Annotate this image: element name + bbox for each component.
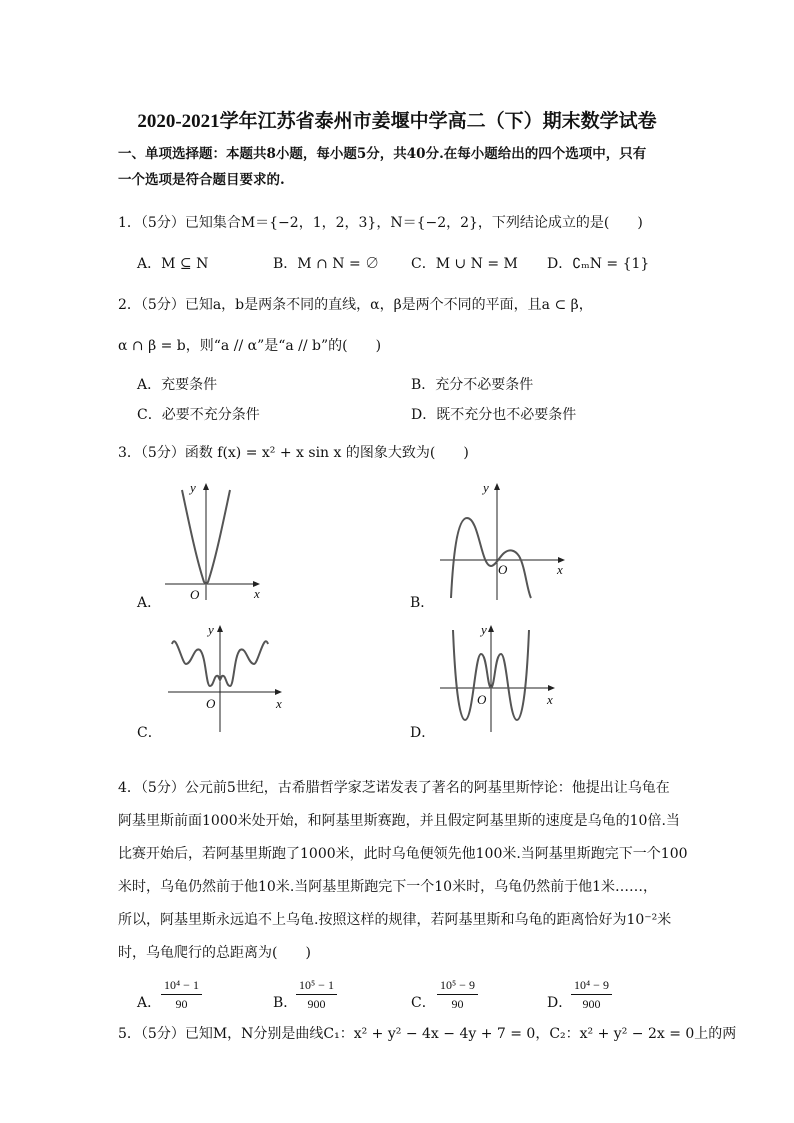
- question-3-graph-b[interactable]: [435, 478, 575, 603]
- question-3-stem: 3．（5分）函数 f(x) = x² + x sin x 的图象大致为( ): [118, 445, 469, 461]
- question-3-option-c-label[interactable]: C．: [137, 725, 162, 741]
- question-4-option-a-fraction[interactable]: [161, 978, 202, 1012]
- question-4-line4: 米时，乌龟仍然前于他10米.当阿基里斯跑完下一个10米时，乌龟仍然前于他1米……，: [118, 879, 657, 895]
- question-2-stem-line1: 2．（5分）已知a，b是两条不同的直线，α，β是两个不同的平面，且a ⊂ β，: [118, 297, 593, 313]
- question-4-option-d-fraction[interactable]: [571, 978, 612, 1012]
- graph-b-origin-label: O: [498, 562, 508, 577]
- question-2-option-d[interactable]: D．既不充分也不必要条件: [411, 407, 577, 423]
- graph-b-y-arrow: [494, 483, 500, 490]
- question-3-graph-d[interactable]: [435, 620, 565, 735]
- graph-b-x-label: x: [557, 562, 563, 577]
- question-2-option-a[interactable]: A．充要条件: [137, 377, 218, 393]
- question-1-option-d[interactable]: D．∁ₘN = {1}: [547, 256, 650, 272]
- question-4-option-d-label[interactable]: D．: [547, 995, 573, 1011]
- graph-d-y-label: y: [481, 622, 487, 637]
- question-2-stem-line2: α ∩ β = b，则“a // α”是“a // b”的( ): [118, 338, 382, 354]
- fraction-denominator: 900: [307, 997, 326, 1011]
- graph-a-x-label: x: [254, 586, 260, 601]
- question-3-option-a-label[interactable]: A．: [137, 595, 162, 611]
- section-heading: [118, 141, 698, 193]
- graph-d-x-label: x: [547, 692, 553, 707]
- graph-d-origin-label: O: [477, 692, 487, 707]
- graph-a-y-arrow: [203, 483, 209, 490]
- question-4-option-c-fraction[interactable]: [437, 978, 478, 1012]
- question-4-option-b-label[interactable]: B．: [273, 995, 298, 1011]
- question-4-line6: 时，乌龟爬行的总距离为( ): [118, 945, 311, 961]
- question-1-option-b[interactable]: B．M ∩ N = ∅: [273, 256, 380, 272]
- question-1-option-a[interactable]: A．M ⊆ N: [137, 256, 209, 272]
- question-3-graph-c[interactable]: [160, 620, 290, 735]
- graph-b-y-label: y: [483, 480, 489, 495]
- question-4-line3: 比赛开始后，若阿基里斯跑了1000米，此时乌龟便领先他100米.当阿基里斯跑完下一个100: [118, 846, 688, 862]
- page-title: 2020-2021学年江苏省泰州市姜堰中学高二（下）期末数学试卷: [137, 111, 657, 132]
- question-4-line1: 4．（5分）公元前5世纪，古希腊哲学家芝诺发表了著名的阿基里斯悖论：他提出让乌龟在: [118, 780, 670, 796]
- graph-c-x-arrow: [275, 689, 282, 695]
- fraction-numerator: 10⁵ − 9: [437, 978, 478, 995]
- fraction-denominator: 900: [582, 997, 601, 1011]
- graph-c-y-label: y: [208, 622, 214, 637]
- question-4-option-c-label[interactable]: C．: [411, 995, 436, 1011]
- graph-b-curve: [451, 518, 531, 598]
- question-5-stem: 5．（5分）已知M，N分别是曲线C₁：x² + y² − 4x − 4y + 7 = 0，C₂：x² + y² − 2x = 0上的两: [118, 1026, 737, 1042]
- graph-c-origin-label: O: [206, 696, 216, 711]
- section-heading-line1: 一、单项选择题：本题共8小题，每小题5分，共40分.在每小题给出的四个选项中，只有: [118, 146, 647, 162]
- question-4-option-b-fraction[interactable]: [296, 978, 337, 1012]
- question-4-option-a-label[interactable]: A．: [137, 995, 162, 1011]
- section-heading-line2: 一个选项是符合题目要求的.: [118, 172, 285, 188]
- question-1-stem: 1．（5分）已知集合M＝{−2，1，2，3}，N＝{−2，2}，下列结论成立的是( ): [118, 215, 643, 231]
- question-3-graph-a[interactable]: [160, 478, 270, 603]
- fraction-numerator: 10⁵ − 1: [296, 978, 337, 995]
- question-2-option-c[interactable]: C．必要不充分条件: [137, 407, 260, 423]
- graph-c-y-arrow: [217, 625, 223, 632]
- graph-c-x-label: x: [276, 696, 282, 711]
- graph-d-y-arrow: [488, 625, 494, 632]
- question-1-option-c[interactable]: C．M ∪ N = M: [411, 256, 518, 272]
- question-3-option-d-label[interactable]: D．: [410, 725, 436, 741]
- graph-a-origin-label: O: [190, 587, 200, 602]
- fraction-denominator: 90: [175, 997, 188, 1011]
- fraction-numerator: 10⁴ − 1: [161, 978, 202, 995]
- question-2-option-b[interactable]: B．充分不必要条件: [411, 377, 534, 393]
- question-4-line2: 阿基里斯前面1000米处开始，和阿基里斯赛跑，并且假定阿基里斯的速度是乌龟的10倍.当: [118, 813, 680, 829]
- graph-d-x-arrow: [548, 685, 555, 691]
- fraction-denominator: 90: [451, 997, 464, 1011]
- question-4-line5: 所以，阿基里斯永远追不上乌龟.按照这样的规律，若阿基里斯和乌龟的距离恰好为10⁻²米: [118, 912, 672, 928]
- question-3-option-b-label[interactable]: B．: [410, 595, 435, 611]
- graph-a-y-label: y: [190, 480, 196, 495]
- fraction-numerator: 10⁴ − 9: [571, 978, 612, 995]
